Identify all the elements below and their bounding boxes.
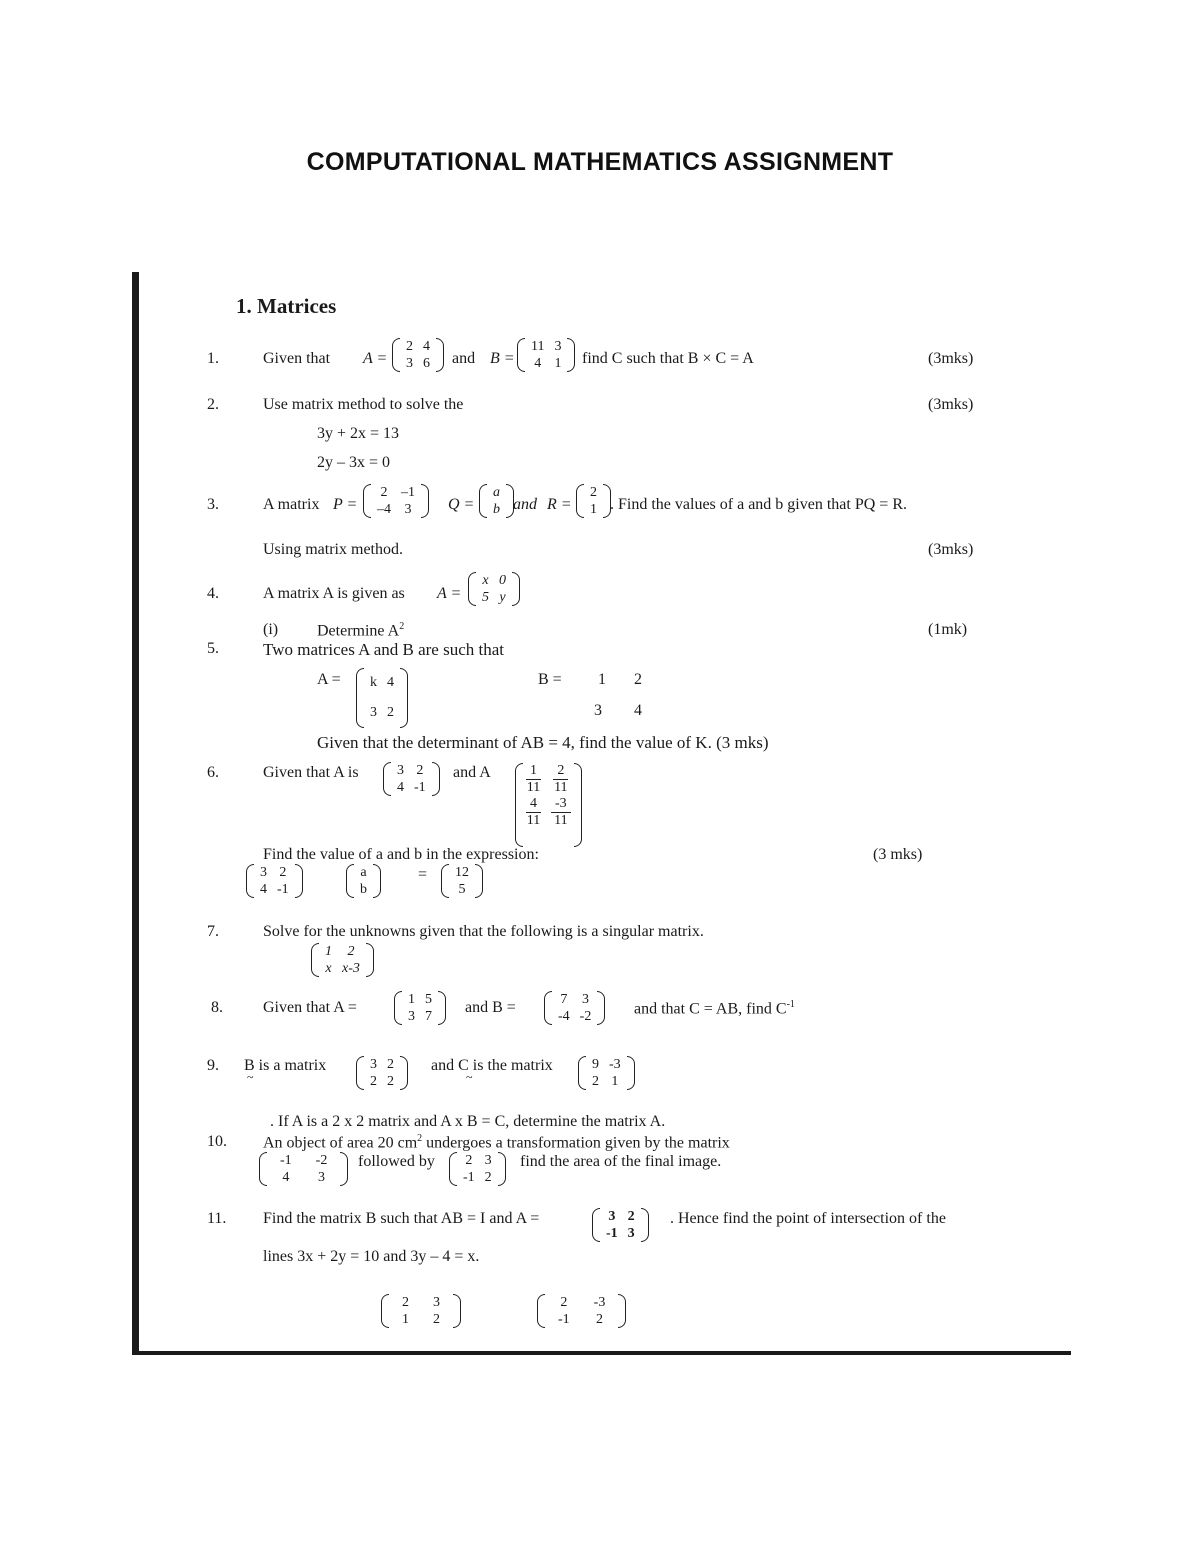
matrix-cell: 3	[404, 502, 412, 517]
q2-marks: (3mks)	[928, 396, 974, 413]
q4-subtext: Determine $A^2$	[317, 621, 405, 640]
bracket-left	[517, 338, 525, 372]
bracket-left	[544, 991, 552, 1025]
bracket-right	[436, 338, 444, 372]
bracket-right	[498, 1152, 506, 1186]
q8-matrix-B	[544, 991, 605, 1025]
bracket-left	[246, 864, 254, 898]
q6-and: and A	[453, 764, 491, 781]
matrix-cell: 2	[387, 1057, 394, 1072]
matrix-cell: 1	[408, 992, 415, 1007]
q10-matrix-1	[259, 1152, 348, 1186]
matrix-cell: 2	[465, 1153, 473, 1168]
matrix-cell: 3	[397, 763, 404, 778]
bracket-right	[373, 864, 381, 898]
matrix-cell: 4	[423, 339, 430, 354]
bracket-right	[438, 991, 446, 1025]
q4-text: A matrix A is given as	[263, 585, 405, 602]
matrix-cell: x	[482, 573, 489, 588]
q3-matrix-R	[576, 484, 611, 518]
q1-marks: (3mks)	[928, 350, 974, 367]
q6-vector-result	[441, 864, 483, 898]
matrix-cell: 1	[611, 1074, 619, 1089]
q4-sub-label: (i)	[263, 621, 279, 638]
bracket-left	[356, 668, 364, 728]
q7-matrix	[311, 943, 374, 977]
q8-and: and B =	[465, 999, 516, 1016]
matrix-cell: 2	[596, 1312, 603, 1327]
matrix-cell: 2	[406, 339, 413, 354]
matrix-cell: 1	[402, 1312, 409, 1327]
q2-equation-2: 2y – 3x = 0	[317, 454, 391, 471]
bracket-left	[392, 338, 400, 372]
matrix-cell: x-3	[342, 961, 360, 976]
q1-A-label: A =	[363, 350, 388, 367]
bracket-right	[295, 864, 303, 898]
q11-text-a: Find the matrix B such that AB = I and A =	[263, 1210, 540, 1227]
matrix-cell: –4	[377, 502, 391, 517]
matrix-cell: 2	[627, 1209, 635, 1224]
matrix-cell: 0	[499, 573, 506, 588]
q5-B-12: 2	[634, 671, 642, 688]
bracket-right	[432, 762, 440, 796]
matrix-cell: 2	[416, 763, 424, 778]
q3-R-label: R =	[547, 496, 572, 513]
matrix-cell: -2	[315, 1153, 328, 1168]
matrix-cell: 4	[397, 780, 404, 795]
q6-vector-ab	[346, 864, 381, 898]
matrix-cell: -4	[558, 1009, 570, 1024]
q9-line2: . If A is a 2 x 2 matrix and A x B = C, determine the matrix A.	[270, 1113, 666, 1130]
matrix-cell: 3	[406, 356, 413, 371]
q3-matrix-P	[363, 484, 429, 518]
matrix-cell: 3	[608, 1209, 616, 1224]
matrix-cell: 1	[554, 356, 562, 371]
q8-text-a: Given that A =	[263, 999, 357, 1016]
q6-line2: Find the value of a and b in the expression:	[263, 846, 539, 863]
bracket-right	[400, 668, 408, 728]
bracket-left	[381, 1294, 389, 1328]
q9-matrix-C	[578, 1056, 635, 1090]
q3-matrix-Q	[479, 484, 514, 518]
q6-matrix-A-inverse: $\frac{1}{11}$ $\frac{2}{11}$ $\frac{4}{11}$ $\frac{-3}{11}$	[515, 763, 582, 847]
question-number: 9.	[207, 1057, 219, 1074]
bracket-left	[363, 484, 371, 518]
matrix-cell: 7	[560, 992, 568, 1007]
q1-matrix-B	[517, 338, 575, 372]
q1-B-label: B =	[490, 350, 515, 367]
q9-tilde-C: ~	[466, 1070, 473, 1084]
matrix-cell: -1	[280, 1153, 292, 1168]
matrix-cell: 1	[590, 502, 597, 517]
matrix-cell: 5	[458, 882, 466, 897]
q4-matrix-A	[468, 572, 520, 606]
q11-matrix-1	[381, 1294, 461, 1328]
matrix-cell: 2	[380, 485, 388, 500]
q1-text-rest: find C such that B × C = A	[582, 350, 754, 367]
matrix-cell: 2	[387, 1074, 394, 1089]
q9-matrix-B	[356, 1056, 408, 1090]
matrix-cell: 3	[627, 1226, 635, 1241]
bracket-right	[475, 864, 483, 898]
matrix-cell: 4	[260, 882, 267, 897]
question-number: 3.	[207, 496, 219, 513]
question-number: 5.	[207, 640, 219, 657]
q6-matrix-M	[246, 864, 303, 898]
q4-marks: (1mk)	[928, 621, 968, 638]
matrix-cell: 3	[433, 1295, 440, 1310]
q9-text-a: B is a matrix	[244, 1057, 327, 1074]
bracket-left	[311, 943, 319, 977]
q3-P-label: P =	[333, 496, 358, 513]
matrix-cell: 3	[260, 865, 267, 880]
bracket-left	[259, 1152, 267, 1186]
q5-B-21: 3	[594, 702, 602, 719]
q8-text-rest: and that C = AB, find $C^{-1}$	[634, 999, 795, 1018]
q3-and: and	[513, 496, 537, 513]
bracket-left	[441, 864, 449, 898]
bracket-left	[449, 1152, 457, 1186]
matrix-cell: 2	[402, 1295, 409, 1310]
q11-text-rest: . Hence find the point of intersection of the	[670, 1210, 946, 1227]
matrix-cell: -1	[414, 780, 426, 795]
q10-text-rest: find the area of the final image.	[520, 1153, 722, 1170]
matrix-cell: 5	[482, 590, 489, 605]
q5-B-label: B =	[538, 671, 562, 688]
q5-A-label: A =	[317, 671, 341, 688]
bracket-right	[641, 1208, 649, 1242]
matrix-cell: 3	[582, 992, 589, 1007]
question-number: 1.	[207, 350, 219, 367]
matrix-cell: 2	[387, 705, 394, 720]
q11-line2: lines 3x + 2y = 10 and 3y – 4 = x.	[263, 1248, 480, 1265]
matrix-cell: -1	[277, 882, 289, 897]
matrix-cell: x	[325, 961, 332, 976]
matrix-cell: 3	[554, 339, 562, 354]
q1-and: and	[452, 350, 476, 367]
question-number: 6.	[207, 764, 219, 781]
q9-and: and C is the matrix	[431, 1057, 553, 1074]
matrix-cell: y	[499, 590, 506, 605]
q1-matrix-A	[392, 338, 444, 372]
q11-matrix-A	[592, 1208, 649, 1242]
matrix-cell: 9	[592, 1057, 599, 1072]
bracket-right	[366, 943, 374, 977]
q4-A-label: A =	[437, 585, 462, 602]
q6-matrix-A	[383, 762, 440, 796]
matrix-cell: 2	[590, 485, 597, 500]
q9-tilde-B: ~	[247, 1070, 254, 1084]
question-number: 4.	[207, 585, 219, 602]
matrix-cell: 4	[282, 1170, 290, 1185]
matrix-cell: 2	[370, 1074, 377, 1089]
matrix-cell: 2	[279, 865, 287, 880]
matrix-cell: -1	[463, 1170, 475, 1185]
bracket-right	[453, 1294, 461, 1328]
q5-B-11: 1	[598, 671, 606, 688]
matrix-cell: 2	[592, 1074, 599, 1089]
matrix-cell: 1	[325, 944, 332, 959]
frame-border-bottom	[132, 1351, 1071, 1355]
q3-line2: Using matrix method.	[263, 541, 403, 558]
q6-text-a: Given that A is	[263, 764, 359, 781]
matrix-cell: 12	[455, 865, 469, 880]
matrix-cell: k	[370, 675, 377, 690]
matrix-cell: 3	[408, 1009, 415, 1024]
matrix-cell: -1	[558, 1312, 570, 1327]
q5-B-22: 4	[634, 702, 642, 719]
q5-matrix-A	[356, 668, 408, 728]
matrix-cell: a	[493, 485, 500, 500]
matrix-cell: -3	[609, 1057, 621, 1072]
bracket-left	[356, 1056, 364, 1090]
matrix-cell: 3	[318, 1170, 325, 1185]
bracket-left	[394, 991, 402, 1025]
bracket-right	[627, 1056, 635, 1090]
q2-text: Use matrix method to solve the	[263, 396, 464, 413]
q7-text: Solve for the unknowns given that the following is a singular matrix.	[263, 923, 704, 940]
matrix-cell: 3	[484, 1153, 492, 1168]
question-number: 11.	[207, 1210, 227, 1227]
matrix-cell: 4	[387, 675, 394, 690]
q11-matrix-2	[537, 1294, 626, 1328]
matrix-cell: 7	[425, 1009, 432, 1024]
q1-text-a: Given that	[263, 350, 331, 367]
q10-followed-by: followed by	[358, 1153, 435, 1170]
q3-text-rest: . Find the values of a and b given that PQ = R.	[610, 496, 907, 513]
matrix-cell: b	[360, 882, 367, 897]
q6-equals: =	[418, 866, 428, 883]
matrix-cell: 4	[534, 356, 542, 371]
bracket-left	[383, 762, 391, 796]
matrix-cell: 6	[423, 356, 430, 371]
question-number: 7.	[207, 923, 219, 940]
q3-text-a: A matrix	[263, 496, 320, 513]
bracket-left	[346, 864, 354, 898]
q8-matrix-A	[394, 991, 446, 1025]
bracket-left	[537, 1294, 545, 1328]
q5-text: Two matrices A and B are such that	[263, 640, 504, 659]
question-number: 2.	[207, 396, 219, 413]
bracket-right	[340, 1152, 348, 1186]
matrix-cell: 2	[347, 944, 355, 959]
bracket-right	[512, 572, 520, 606]
matrix-cell: b	[493, 502, 500, 517]
q10-text: An object of area 20 $cm^2$ undergoes a transformation given by the matrix	[263, 1133, 730, 1152]
matrix-cell: 11	[531, 339, 545, 354]
matrix-cell: a	[360, 865, 367, 880]
bracket-left	[592, 1208, 600, 1242]
q3-marks: (3mks)	[928, 541, 974, 558]
bracket-right	[597, 991, 605, 1025]
section-heading: 1. Matrices	[236, 294, 337, 318]
q2-equation-1: 3y + 2x = 13	[317, 425, 400, 442]
matrix-cell: -2	[579, 1009, 592, 1024]
question-number: 8.	[211, 999, 223, 1016]
bracket-right	[618, 1294, 626, 1328]
matrix-cell: 3	[370, 705, 377, 720]
bracket-right	[567, 338, 575, 372]
matrix-cell: –1	[401, 485, 415, 500]
question-number: 10.	[207, 1133, 227, 1150]
bracket-left	[479, 484, 487, 518]
q3-Q-label: Q =	[448, 496, 475, 513]
matrix-cell: -1	[606, 1226, 618, 1241]
q10-matrix-2	[449, 1152, 506, 1186]
matrix-cell: 2	[560, 1295, 568, 1310]
bracket-left	[578, 1056, 586, 1090]
matrix-cell: 5	[425, 992, 432, 1007]
matrix-cell: 2	[433, 1312, 440, 1327]
frame-border-left	[132, 272, 139, 1355]
bracket-left	[576, 484, 584, 518]
matrix-cell: 3	[370, 1057, 377, 1072]
bracket-right	[421, 484, 429, 518]
matrix-cell: 2	[484, 1170, 492, 1185]
bracket-left	[468, 572, 476, 606]
q5-line2: Given that the determinant of AB = 4, find the value of K. (3 mks)	[317, 733, 769, 752]
q6-marks: (3 mks)	[873, 846, 923, 863]
page-title: COMPUTATIONAL MATHEMATICS ASSIGNMENT	[306, 148, 894, 176]
bracket-right	[400, 1056, 408, 1090]
matrix-cell: -3	[593, 1295, 606, 1310]
